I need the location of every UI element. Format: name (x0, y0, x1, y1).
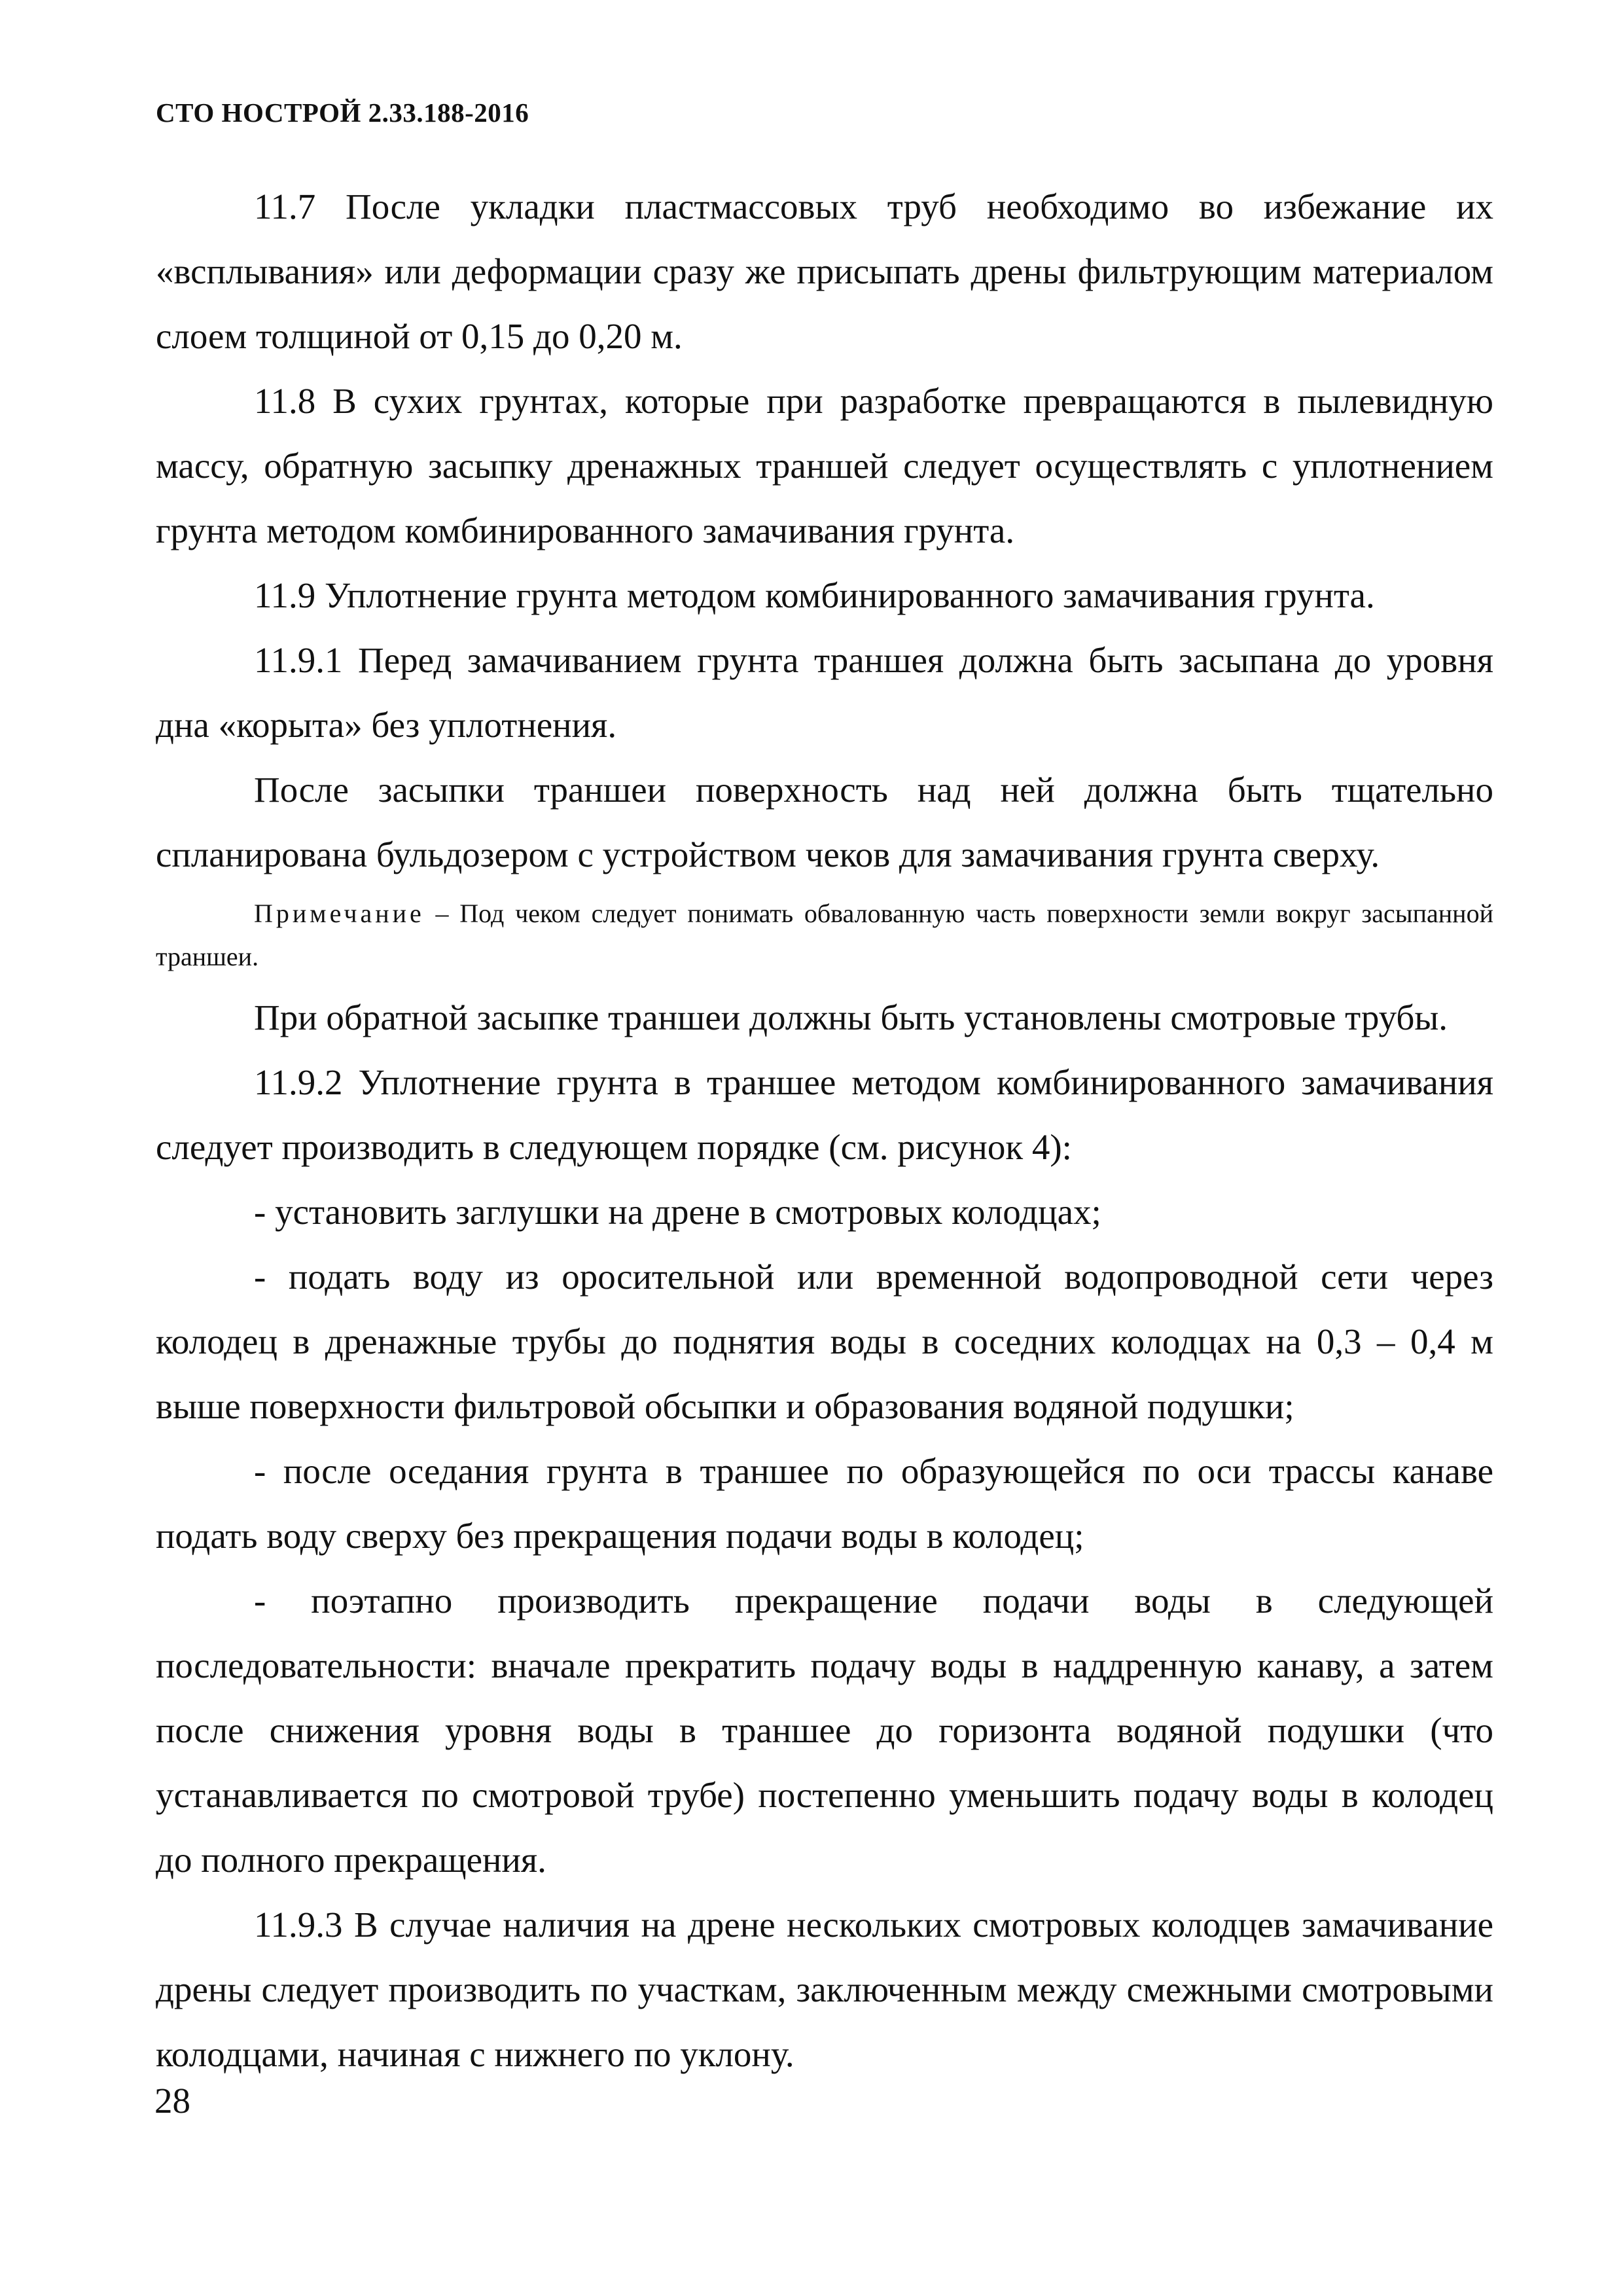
paragraph-11-8: 11.8 В сухих грунтах, которые при разработке превращаются в пылевидную массу, обратную засыпку дренажных траншей следует осуществлять с уплотнением грунта методом комбинированного замачивания грунта. (156, 381, 1493, 550)
paragraph-11-7: 11.7 После укладки пластмассовых труб необходимо во избежание их «всплывания» или деформации сразу же присыпать дрены фильтрующим материалом слоем толщиной от 0,15 до 0,20 м. (156, 187, 1493, 356)
paragraph-11-9-1: 11.9.1 Перед замачиванием грунта траншея должна быть засыпана до уровня дна «корыта» без уплотнения. (156, 640, 1493, 745)
note-label: Примечание (254, 899, 425, 928)
document-header: СТО НОСТРОЙ 2.33.188-2016 (156, 98, 529, 128)
page-number: 28 (154, 2081, 190, 2121)
paragraph-backfill-planning: После засыпки траншеи поверхность над ней должна быть тщательно спланирована бульдозером с устройством чеков для замачивания грунта сверху. (156, 770, 1493, 874)
paragraph-11-9: 11.9 Уплотнение грунта методом комбинированного замачивания грунта. (254, 575, 1375, 615)
paragraph-11-9-2: 11.9.2 Уплотнение грунта в траншее методом комбинированного замачивания следует производить в следующем порядке (см. рисунок 4): (156, 1062, 1493, 1167)
paragraph-inspection-pipes: При обратной засыпке траншеи должны быть установлены смотровые трубы. (254, 997, 1448, 1037)
note-text: – Под чеком следует понимать обвалованную часть поверхности земли вокруг засыпанной траншеи. (156, 899, 1493, 971)
list-item-plugs: - установить заглушки на дрене в смотровых колодцах; (254, 1192, 1101, 1232)
list-item-stop-supply: - поэтапно производить прекращение подачи воды в следующей последовательности: вначале прекратить подачу воды в наддренную канаву, а затем после снижения уровня воды в траншее до горизонта водяной подушки (что устанавливается по смотровой трубе) постепенно уменьшить подачу воды в колодец до полного прекращения. (156, 1581, 1493, 1880)
document-body (156, 174, 1493, 2087)
list-item-water-from-above: - после оседания грунта в траншее по образующейся по оси трассы канаве подать воду сверху без прекращения подачи воды в колодец; (156, 1451, 1493, 1556)
list-item-water-supply: - подать воду из оросительной или временной водопроводной сети через колодец в дренажные трубы до поднятия воды в соседних колодцах на 0,3 – 0,4 м выше поверхности фильтровой обсыпки и образования водяной подушки; (156, 1257, 1493, 1426)
note (156, 892, 1493, 978)
paragraph-11-9-3: 11.9.3 В случае наличия на дрене нескольких смотровых колодцев замачивание дрены следует производить по участкам, заключенным между смежными смотровыми колодцами, начиная с нижнего по уклону. (156, 1905, 1493, 2074)
